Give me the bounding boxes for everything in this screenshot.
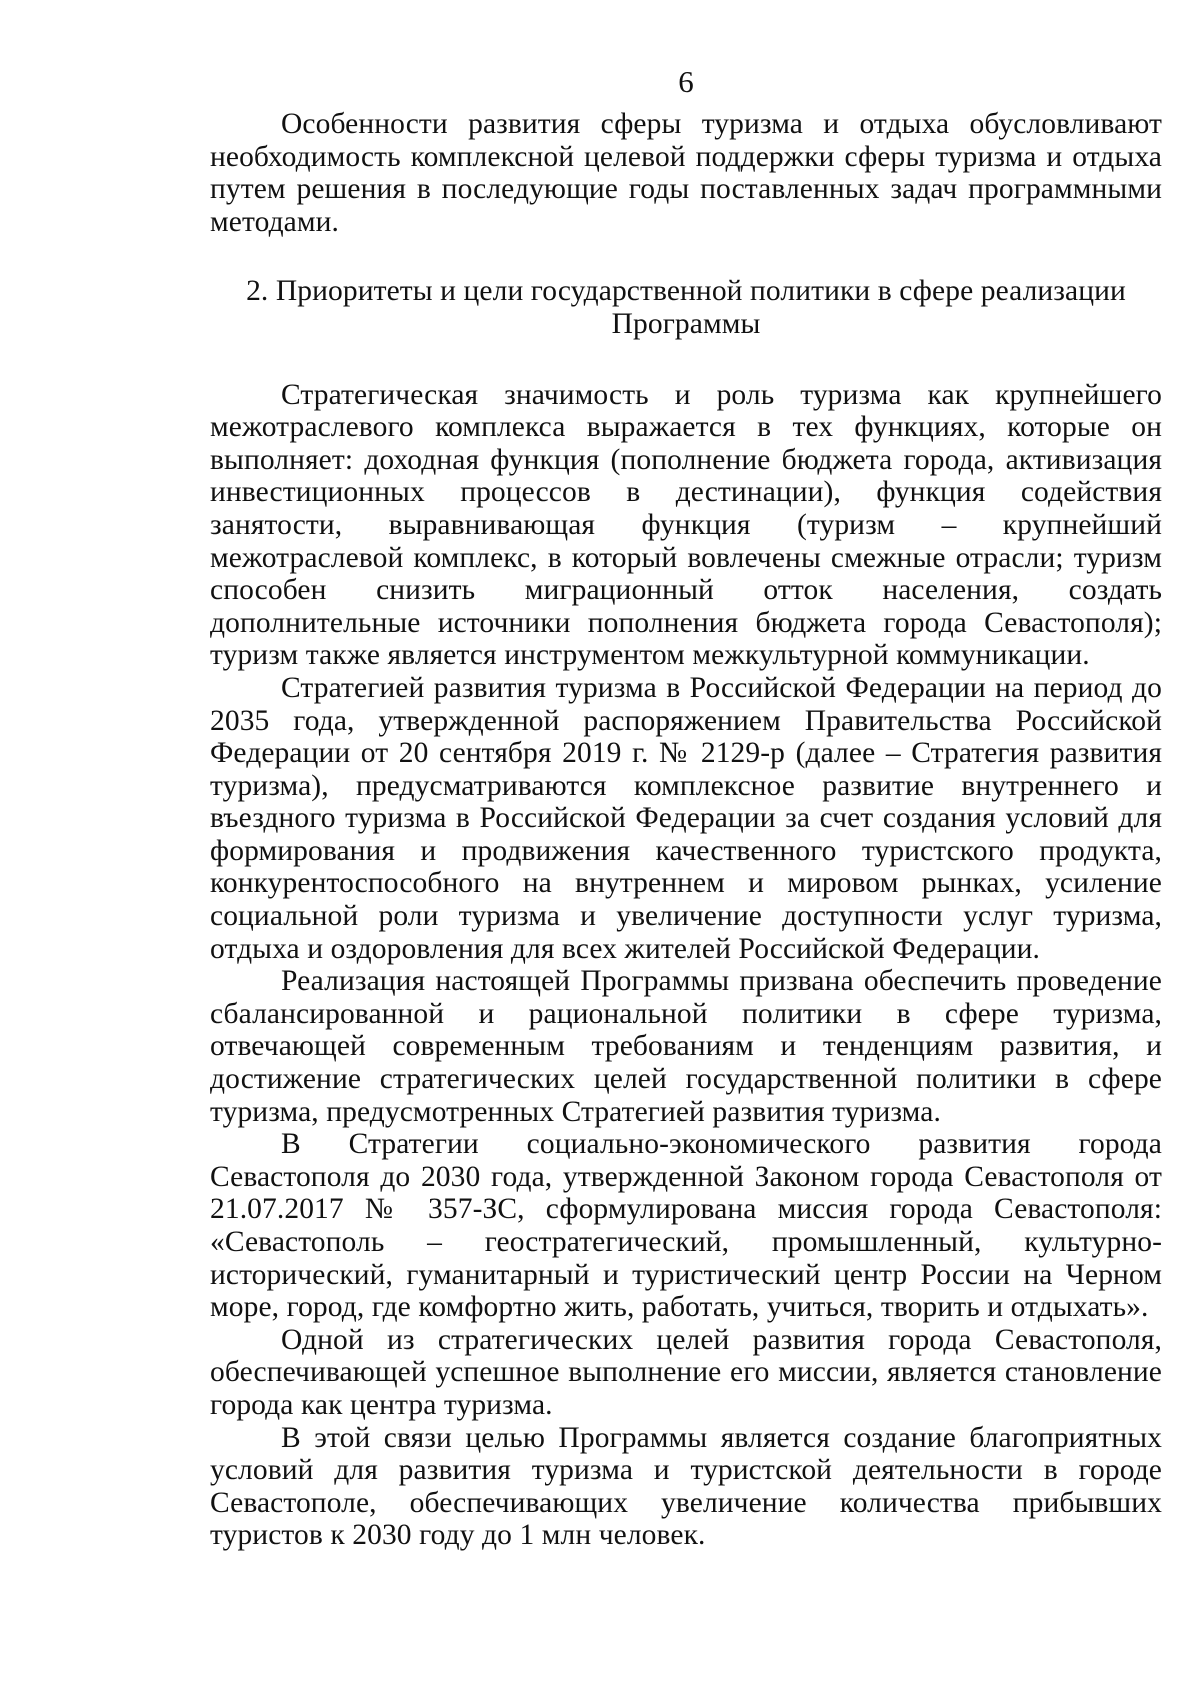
- section-heading: [210, 275, 1162, 340]
- paragraph-strategic-goal: Одной из стратегических целей развития города Севастополя, обеспечивающей успешное выполнение его миссии, является становление города как центра туризма.: [210, 1323, 1162, 1421]
- section-heading-line-1: 2. Приоритеты и цели государственной политики в сфере реализации: [246, 275, 1126, 308]
- paragraph-sevastopol-strategy-2030: В Стратегии социально-экономического развития города Севастополя до 2030 года, утвержденной Законом города Севастополя от 21.07.2017 № 357-ЗС, сформулирована миссия города Севастополя: «Севастополь – геостратегический, промышленный, культурно-исторический, гуманитарный и туристический центр России на Черном море, город, где комфортно жить, работать, учиться, творить и отдыхать».: [210, 1128, 1162, 1324]
- intro-paragraph: Особенности развития сферы туризма и отдыха обусловливают необходимость комплексной целевой поддержки сферы туризма и отдыха путем решения в последующие годы поставленных задач программными методами.: [210, 108, 1162, 238]
- section-heading-line-2: Программы: [611, 307, 761, 340]
- paragraph-program-goal: В этой связи целью Программы является создание благоприятных условий для развития туризма и туристской деятельности в городе Севастополе, обеспечивающих увеличение количества прибывших туристов к 2030 году до 1 млн человек.: [210, 1421, 1162, 1552]
- paragraph-program-implementation: Реализация настоящей Программы призвана обеспечить проведение сбалансированной и рациональной политики в сфере туризма, отвечающей современным требованиям и тенденциям развития, и достижение стратегических целей государственной политики в сфере туризма, предусмотренных Стратегией развития туризма.: [210, 965, 1162, 1128]
- paragraph-tourism-significance: Стратегическая значимость и роль туризма как крупнейшего межотраслевого комплекса выражается в тех функциях, которые он выполняет: доходная функция (пополнение бюджета города, активизация инвестиционных процессов в дестинации), функция содействия занятости, выравнивающая функция (туризм – крупнейший межотраслевой комплекс, в который вовлечены смежные отрасли; туризм способен снизить миграционный отток населения, создать дополнительные источники пополнения бюджета города Севастополя); туризм также является инструментом межкультурной коммуникации.: [210, 378, 1162, 672]
- document-body: [210, 108, 1162, 1552]
- paragraph-strategy-2035: Стратегией развития туризма в Российской Федерации на период до 2035 года, утвержденной распоряжением Правительства Российской Федерации от 20 сентября 2019 г. № 2129-р (далее – Стратегия развития туризма), предусматриваются комплексное развитие внутреннего и въездного туризма в Российской Федерации за счет создания условий для формирования и продвижения качественного туристского продукта, конкурентоспособного на внутреннем и мировом рынках, усиление социальной роли туризма и увеличение доступности услуг туризма, отдыха и оздоровления для всех жителей Российской Федерации.: [210, 671, 1162, 965]
- page-number: 6: [678, 64, 694, 99]
